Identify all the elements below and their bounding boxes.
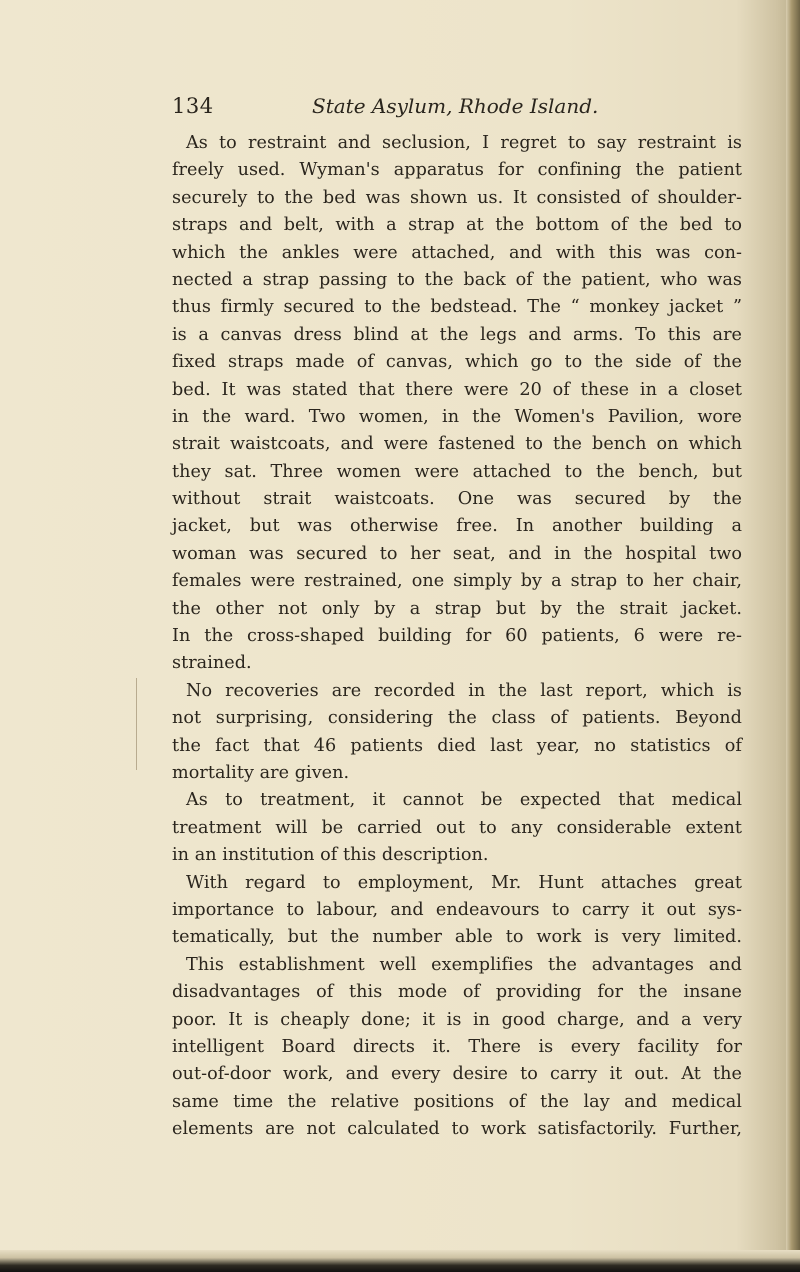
text-line: which the ankles were attached, and with this was con- bbox=[172, 242, 742, 263]
margin-pencil-mark bbox=[136, 678, 137, 770]
running-head: State Asylum, Rhode Island. bbox=[312, 94, 599, 118]
text-line: jacket, but was otherwise free. In another building a bbox=[172, 516, 742, 537]
text-line: treatment will be carried out to any considerable extent bbox=[172, 817, 742, 838]
text-line: disadvantages of this mode of providing for the insane bbox=[172, 982, 742, 1003]
text-line: strained. bbox=[172, 653, 252, 674]
text-line: the other not only by a strap but by the strait jacket. bbox=[172, 598, 742, 619]
text-line: females were restrained, one simply by a strap to her chair, bbox=[172, 571, 742, 592]
text-line: strait waistcoats, and were fastened to the bench on which bbox=[172, 434, 742, 455]
text-line: importance to labour, and endeavours to carry it out sys- bbox=[172, 899, 742, 920]
text-line: This establishment well exemplifies the advantages and bbox=[186, 954, 742, 975]
text-line: bed. It was stated that there were 20 of these in a closet bbox=[172, 379, 742, 400]
text-line: they sat. Three women were attached to the bench, but bbox=[172, 461, 742, 482]
page-header bbox=[172, 94, 672, 124]
text-line: is a canvas dress blind at the legs and arms. To this are bbox=[172, 324, 742, 345]
text-line: freely used. Wyman's apparatus for confining the patient bbox=[172, 160, 742, 181]
text-line: poor. It is cheaply done; it is in good charge, and a very bbox=[172, 1009, 742, 1030]
text-line: elements are not calculated to work satisfactorily. Further, bbox=[172, 1119, 742, 1140]
text-line: As to restraint and seclusion, I regret to say restraint is bbox=[186, 133, 742, 153]
text-line: in the ward. Two women, in the Women's Pavilion, wore bbox=[172, 406, 742, 427]
text-line: fixed straps made of canvas, which go to the side of the bbox=[172, 352, 742, 373]
page-number: 134 bbox=[172, 94, 214, 118]
text-line: With regard to employment, Mr. Hunt attaches great bbox=[186, 872, 742, 893]
text-line: nected a strap passing to the back of the patient, who was bbox=[172, 269, 742, 290]
text-line: not surprising, considering the class of patients. Beyond bbox=[172, 708, 742, 729]
text-line: tematically, but the number able to work is very limited. bbox=[172, 927, 742, 948]
text-line: without strait waistcoats. One was secured by the bbox=[172, 489, 742, 510]
text-line: same time the relative positions of the lay and medical bbox=[172, 1091, 742, 1112]
body-text bbox=[172, 130, 742, 1143]
text-line: straps and belt, with a strap at the bottom of the bed to bbox=[172, 215, 742, 236]
text-line: in an institution of this description. bbox=[172, 845, 489, 866]
text-line: the fact that 46 patients died last year, no statistics of bbox=[172, 735, 742, 756]
text-line: woman was secured to her seat, and in the hospital two bbox=[172, 543, 742, 564]
page-edge-shadow bbox=[786, 0, 800, 1272]
text-line: out-of-door work, and every desire to carry it out. At the bbox=[172, 1064, 742, 1085]
text-line: securely to the bed was shown us. It consisted of shoulder- bbox=[172, 187, 742, 208]
text-line: mortality are given. bbox=[172, 762, 350, 783]
text-line: As to treatment, it cannot be expected that medical bbox=[186, 790, 742, 811]
text-line: No recoveries are recorded in the last report, which is bbox=[186, 680, 742, 701]
text-line: intelligent Board directs it. There is every facility for bbox=[172, 1036, 742, 1057]
page-bottom-shadow bbox=[0, 1250, 800, 1272]
text-line: thus firmly secured to the bedstead. The “ monkey jacket ” bbox=[172, 297, 742, 318]
text-line: In the cross-shaped building for 60 patients, 6 were re- bbox=[172, 626, 742, 647]
